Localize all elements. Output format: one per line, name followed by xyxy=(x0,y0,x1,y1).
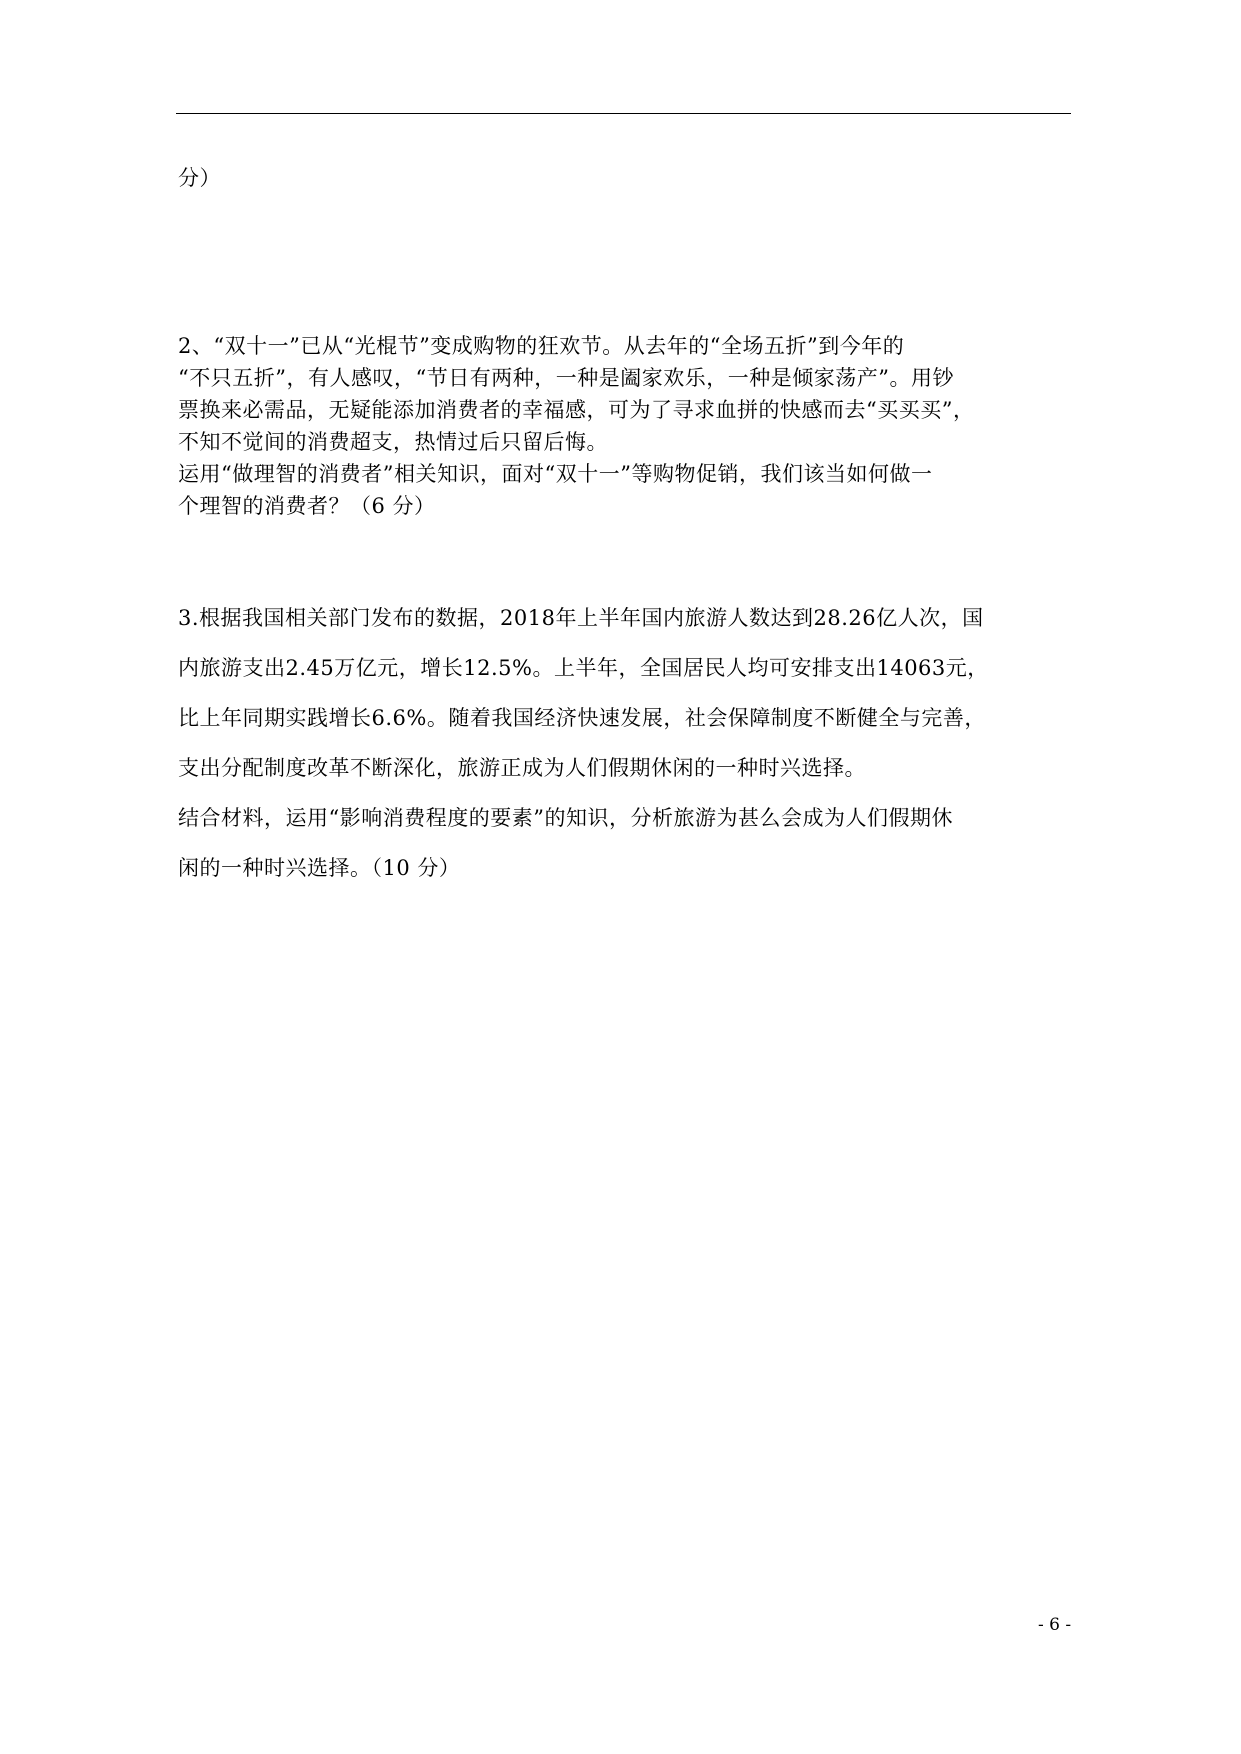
question-3-line: 支出分配制度改革不断深化，旅游正成为人们假期休闲的一种时兴选择。 xyxy=(178,756,866,780)
question-3-prompt-line: 结合材料，运用“影响消费程度的要素”的知识，分析旅游为甚么会成为人们假期休 xyxy=(178,806,953,830)
page-number: - 6 - xyxy=(1038,1615,1072,1635)
question-2-line: “不只五折”，有人感叹，“节日有两种，一种是阖家欢乐，一种是倾家荡产”。用钞 xyxy=(178,366,954,390)
question-2-line: 票换来必需品，无疑能添加消费者的幸福感，可为了寻求血拼的快感而去“买买买”， xyxy=(178,398,975,422)
question-2-prompt-line: 运用“做理智的消费者”相关知识，面对“双十一”等购物促销，我们该当如何做一 xyxy=(178,462,933,486)
question-2-line: 2、“双十一”已从“光棍节”变成购物的狂欢节。从去年的“全场五折”到今年的 xyxy=(178,334,905,358)
question-2-prompt-line: 个理智的消费者？（6 分） xyxy=(178,494,436,518)
question-3-line: 3.根据我国相关部门发布的数据，2018年上半年国内旅游人数达到28.26亿人次，国 xyxy=(178,606,984,630)
question-2 xyxy=(178,330,1098,522)
continuation-line: 分） xyxy=(178,166,221,190)
question-3 xyxy=(178,593,1098,893)
question-3-line: 内旅游支出2.45万亿元，增长12.5%。上半年，全国居民人均可安排支出14063元， xyxy=(178,656,989,680)
question-3-line: 比上年同期实践增长6.6%。随着我国经济快速发展，社会保障制度不断健全与完善， xyxy=(178,706,986,730)
header-rule xyxy=(176,113,1071,114)
question-3-prompt-line: 闲的一种时兴选择。（10 分） xyxy=(178,856,461,880)
question-2-line: 不知不觉间的消费超支，热情过后只留后悔。 xyxy=(178,430,608,454)
continuation-text xyxy=(178,162,1098,194)
